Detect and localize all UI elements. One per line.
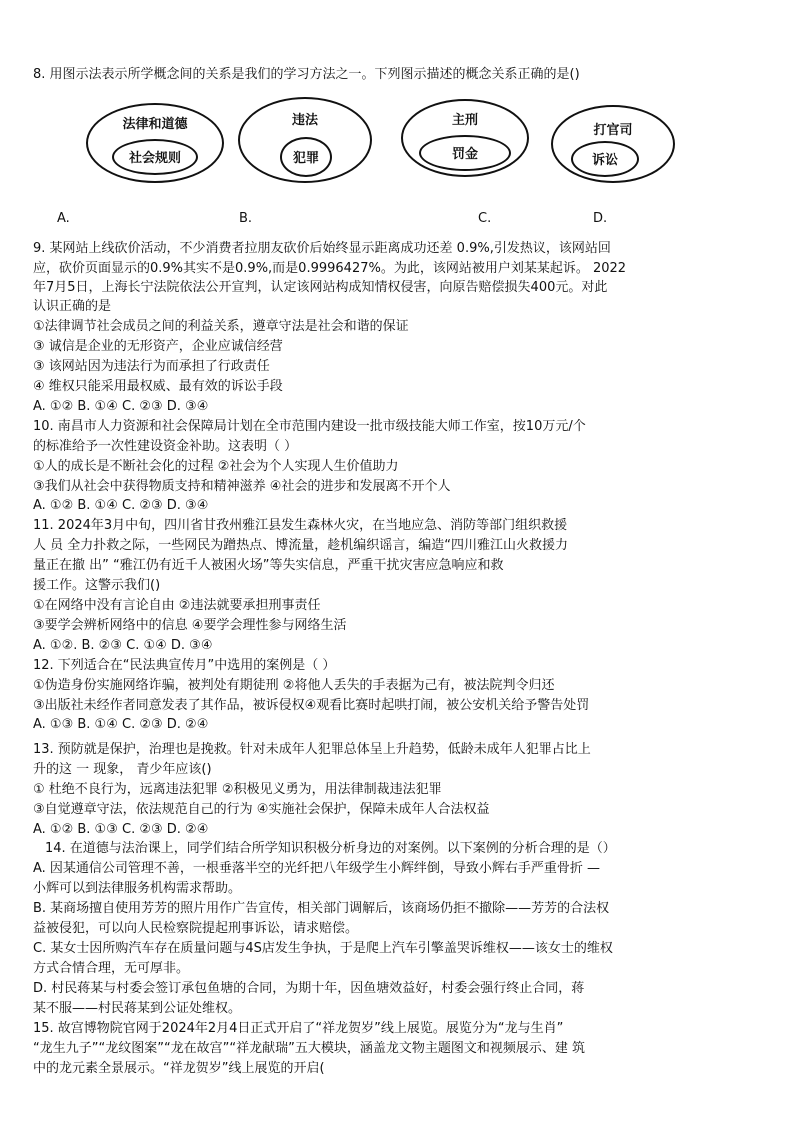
- option-d-label: D.: [593, 211, 608, 226]
- diagram-a-inner-label: 社会规则: [128, 151, 181, 166]
- text-line: 12. 下列适合在“民法典宣传月”中选用的案例是（ ）: [33, 658, 336, 673]
- diagram-d-inner-label: 诉讼: [591, 153, 618, 168]
- text-line: 小辉可以到法律服务机构需求帮助。: [33, 881, 242, 896]
- text-line: C. 某女士因所购汽车存在质量问题与4S店发生争执，于是爬上汽车引擎盖哭诉维权——该女士的维权: [33, 941, 613, 956]
- text-line: ①伪造身份实施网络诈骗，被判处有期徒刑 ②将他人丢失的手表据为己有，被法院判令归还: [33, 678, 555, 693]
- text-line: 15. 故宫博物院官网于2024年2月4日正式开启了“祥龙贺岁”线上展览。展览分为“龙与生肖”: [33, 1021, 564, 1036]
- diagram-c-outer-label: 主刑: [451, 113, 478, 128]
- diagram-c-inner-label: 罚金: [451, 147, 478, 162]
- text-line: ①人的成长是不断社会化的过程 ②社会为个人实现人生价值助力: [33, 459, 399, 474]
- text-line: 中的龙元素全景展示。“祥龙贺岁”线上展览的开启(: [33, 1061, 325, 1076]
- text-line: A. ①② B. ①④ C. ②③ D. ③④: [33, 399, 209, 414]
- option-a-label: A.: [57, 211, 70, 226]
- text-line: A. ①②. B. ②③ C. ①④ D. ③④: [33, 638, 213, 653]
- text-line: ③我们从社会中获得物质支持和精神滋养 ④社会的进步和发展离不开个人: [33, 479, 451, 494]
- diagram-a-outer-label: 法律和道德: [122, 117, 188, 132]
- diagram-d-outer-label: 打官司: [593, 123, 633, 138]
- text-line: A. ①② B. ①④ C. ②③ D. ③④: [33, 498, 209, 513]
- text-line: 方式合情合理，无可厚非。: [33, 961, 190, 976]
- option-c-label: C.: [478, 211, 492, 226]
- text-line: ④ 维权只能采用最权威、最有效的诉讼手段: [33, 379, 283, 394]
- text-line: ①在网络中没有言论自由 ②违法就要承担刑事责任: [33, 598, 321, 613]
- diagram-b-inner-label: 犯罪: [292, 151, 319, 166]
- text-line: B. 某商场擅自使用芳芳的照片用作广告宣传，相关部门调解后，该商场仍拒不撤除——芳芳的合法权: [33, 901, 610, 916]
- text-line: ①法律调节社会成员之间的利益关系，遵章守法是社会和谐的保证: [33, 319, 409, 334]
- text-line: 9. 某网站上线砍价活动，不少消费者拉朋友砍价后始终显示距离成功还差 0.9%,引发热议，该网站回: [33, 241, 611, 256]
- question-8-stem: 8. 用图示法表示所学概念间的关系是我们的学习方法之一。下列图示描述的概念关系正确的是(): [33, 67, 580, 82]
- text-line: 援工作。这警示我们(): [33, 578, 161, 593]
- text-line: 升的这 一 现象， 青少年应该(): [33, 762, 212, 777]
- text-line: ③要学会辨析网络中的信息 ④要学会理性参与网络生活: [33, 618, 347, 633]
- text-line: 人 员 全力扑救之际，一些网民为蹭热点、博流量，趁机编织谣言，编造“四川雅江山火救援力: [33, 538, 569, 553]
- text-line: ③ 诚信是企业的无形资产，企业应诚信经营: [33, 339, 283, 354]
- text-line: 的标准给予一次性建设资金补助。这表明（ ）: [33, 439, 298, 454]
- text-line: 量正在撤 出” “雅江仍有近千人被困火场”等失实信息，严重干扰灾害应急响应和救: [33, 558, 504, 573]
- text-line: 某不服——村民蒋某到公证处维权。: [33, 1001, 242, 1016]
- option-b-label: B.: [239, 211, 253, 226]
- text-line: ③出版社未经作者同意发表了其作品，被诉侵权④观看比赛时起哄打闹，被公安机关给予警告处罚: [33, 698, 590, 713]
- text-line: 11. 2024年3月中旬，四川省甘孜州雅江县发生森林火灾，在当地应急、消防等部门组织救援: [33, 518, 568, 533]
- text-line: 应，砍价页面显示的0.9%其实不是0.9%,而是0.9996427%。为此，该网站被用户刘某某起诉。 2022: [33, 261, 627, 276]
- text-line: “龙生九子”“龙纹图案”“龙在故宫”“祥龙献瑞”五大模块，涵盖龙文物主题图文和视频展示、建 筑: [33, 1041, 586, 1056]
- text-line: 认识正确的是: [33, 299, 112, 314]
- text-line: D. 村民蒋某与村委会签订承包鱼塘的合同，为期十年，因鱼塘效益好，村委会强行终止合同，蒋: [33, 981, 585, 996]
- diagram-b-outer-label: 违法: [291, 113, 318, 128]
- text-line: A. ①② B. ①③ C. ②③ D. ②④: [33, 822, 209, 837]
- text-line: ① 杜绝不良行为，远离违法犯罪 ②积极见义勇为，用法律制裁违法犯罪: [33, 782, 442, 797]
- text-line: A. ①③ B. ①④ C. ②③ D. ②④: [33, 717, 209, 732]
- text-line: ③ 该网站因为违法行为而承担了行政责任: [33, 359, 270, 374]
- text-line: 益被侵犯，可以向人民检察院提起刑事诉讼，请求赔偿。: [33, 921, 359, 936]
- text-line: ③自觉遵章守法，依法规范自己的行为 ④实施社会保护，保障未成年人合法权益: [33, 802, 490, 817]
- text-line: 13. 预防就是保护，治理也是挽救。针对未成年人犯罪总体呈上升趋势，低龄未成年人犯罪占比上: [33, 742, 591, 757]
- text-line: 年7月5日，上海长宁法院依法公开宣判，认定该网站构成知情权侵害，向原告赔偿损失400元。对此: [33, 280, 608, 295]
- text-line: A. 因某通信公司管理不善，一根垂落半空的光纤把八年级学生小辉绊倒，导致小辉右手严重骨折 —: [33, 861, 601, 876]
- text-line: 14. 在道德与法治课上，同学们结合所学知识积极分析身边的对案例。以下案例的分析合理的是（）: [45, 841, 616, 856]
- text-line: 10. 南昌市人力资源和社会保障局计划在全市范围内建设一批市级技能大师工作室，按10万元/个: [33, 419, 586, 434]
